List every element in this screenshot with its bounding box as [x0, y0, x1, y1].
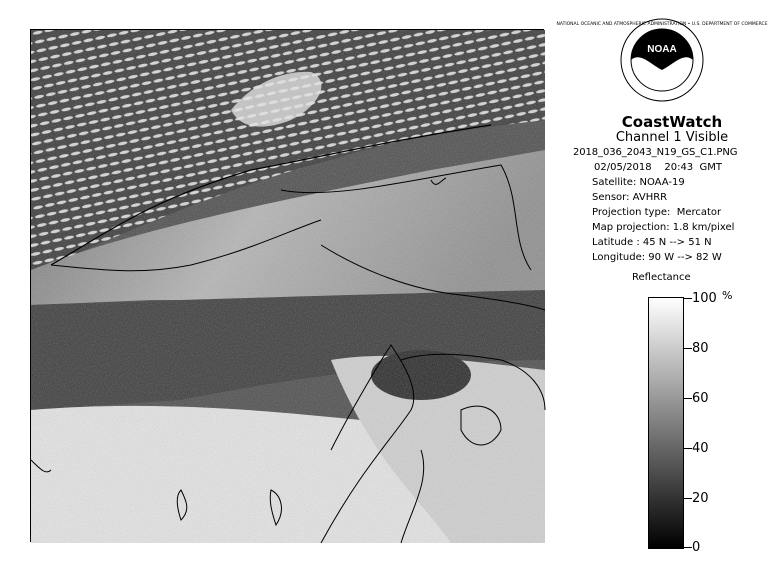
- satellite-image: [30, 29, 544, 542]
- reflectance-colorbar: [648, 297, 684, 549]
- noaa-logo: [556, 18, 768, 102]
- colorbar-tick-label: 0: [692, 540, 701, 555]
- date-time: 02/05/2018 20:43 GMT: [594, 162, 723, 173]
- file-name: 2018_036_2043_N19_GS_C1.PNG: [573, 147, 738, 158]
- channel-subtitle: Channel 1 Visible: [615, 130, 729, 145]
- colorbar-tick-label: 80: [692, 341, 709, 356]
- colorbar-label: Reflectance: [632, 272, 691, 283]
- satellite-image-graphic: [31, 30, 545, 543]
- colorbar-tick-label: 100: [692, 291, 717, 306]
- noaa-logo-graphic: [556, 18, 768, 102]
- colorbar-tick: [684, 448, 692, 449]
- colorbar-unit: %: [722, 289, 733, 302]
- colorbar-tick: [684, 398, 692, 399]
- colorbar-tick: [684, 547, 692, 548]
- map-projection-row: Map projection: 1.8 km/pixel: [592, 222, 735, 233]
- colorbar-tick-label: 20: [692, 491, 709, 506]
- brand-title: CoastWatch: [621, 113, 723, 131]
- latitude-row: Latitude : 45 N --> 51 N: [592, 237, 712, 248]
- colorbar-tick: [684, 298, 692, 299]
- colorbar-tick: [684, 348, 692, 349]
- colorbar-tick-label: 60: [692, 391, 709, 406]
- longitude-row: Longitude: 90 W --> 82 W: [592, 252, 722, 263]
- satellite-row: Satellite: NOAA-19: [592, 177, 685, 188]
- noaa-logo-text: NOAA: [647, 44, 677, 55]
- image-info-panel: [572, 114, 772, 265]
- sensor-row: Sensor: AVHRR: [592, 192, 668, 203]
- colorbar-tick-label: 40: [692, 441, 709, 456]
- colorbar-tick: [684, 498, 692, 499]
- projection-type-row: Projection type: Mercator: [592, 207, 722, 218]
- noaa-logo-ring-text: NATIONAL OCEANIC AND ATMOSPHERIC ADMINISTRATION • U.S. DEPARTMENT OF COMMERCE: [556, 22, 768, 27]
